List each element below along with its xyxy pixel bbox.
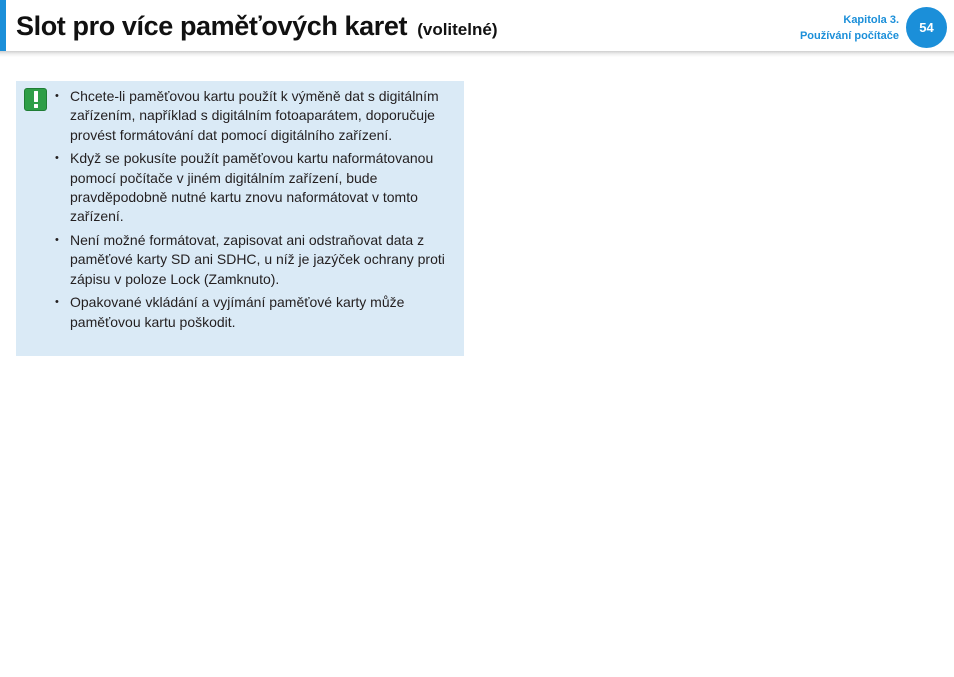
note-item: • Chcete-li paměťovou kartu použít k výměně dat s digitálním zařízením, například s digitálním fotoaparátem, doporučuje provést formátování dat pomocí digitálního zařízení. xyxy=(70,87,460,145)
note-item: • Když se pokusíte použít paměťovou kartu naformátovanou pomocí počítače v jiném digitálním zařízení, bude pravděpodobně nutné kartu znovu naformátovat v tomto zařízení. xyxy=(70,149,460,226)
page-number-badge xyxy=(906,7,947,48)
header-accent-bar xyxy=(0,0,6,53)
note-box xyxy=(16,81,464,356)
page-number: 54 xyxy=(919,20,934,35)
chapter-label xyxy=(800,12,899,44)
exclamation-icon xyxy=(24,88,47,111)
page-title-suffix: (volitelné) xyxy=(417,20,498,39)
chapter-title: Používání počítače xyxy=(799,30,899,42)
note-item: • Není možné formátovat, zapisovat ani odstraňovat data z paměťové karty SD ani SDHC, u níž je jazýček ochrany proti zápisu v poloze Lock (Zamknuto). xyxy=(70,231,460,289)
note-list xyxy=(70,87,460,337)
chapter-number: Kapitola 3. xyxy=(843,14,899,26)
note-item: • Opakované vkládání a vyjímání paměťové karty může paměťovou kartu poškodit. xyxy=(70,293,460,332)
page-title xyxy=(16,10,498,46)
header-divider xyxy=(0,51,954,57)
page-title-main: Slot pro více paměťových karet xyxy=(16,11,408,41)
